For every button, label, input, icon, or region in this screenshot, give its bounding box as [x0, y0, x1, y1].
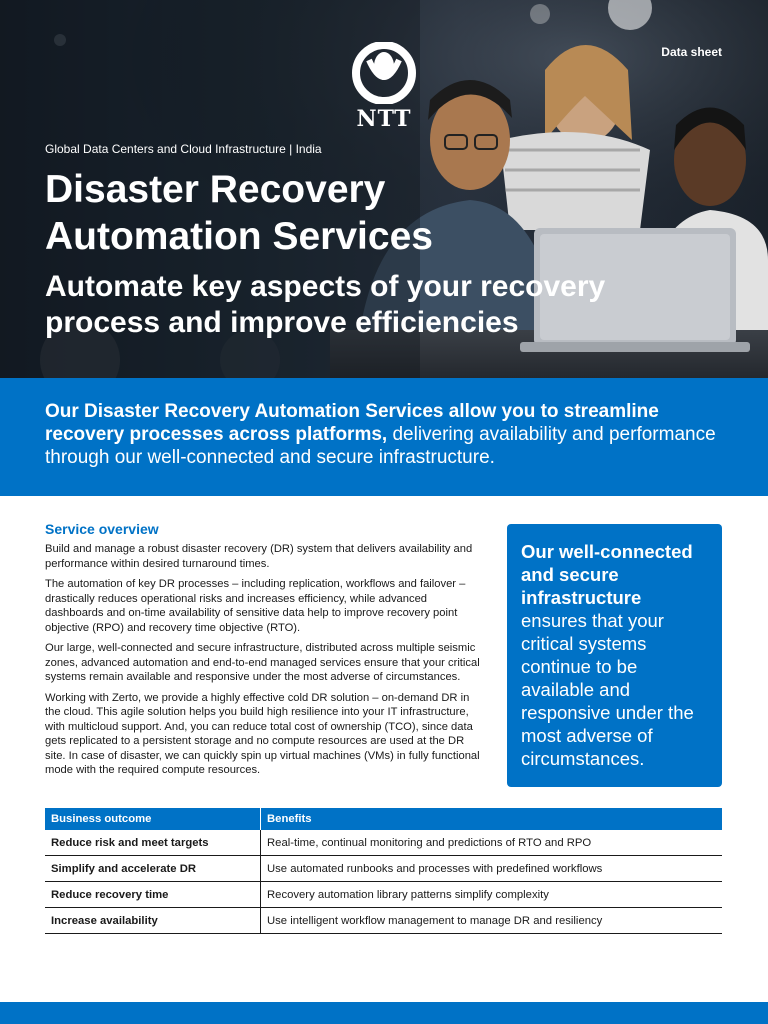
doc-type-label: Data sheet	[661, 45, 722, 59]
benefit-cell: Recovery automation library patterns simplify complexity	[261, 882, 723, 908]
infrastructure-callout	[507, 524, 722, 787]
benefit-cell: Real-time, continual monitoring and predictions of RTO and RPO	[261, 830, 723, 856]
outcome-cell: Reduce risk and meet targets	[45, 830, 261, 856]
callout-bold: Our well-connected and secure infrastructure	[521, 541, 693, 608]
business-outcomes-table	[45, 808, 722, 934]
service-overview-body	[45, 542, 485, 784]
intro-lead-rest: delivering availability and performance through our well-connected and secure infrastructure.	[45, 424, 716, 468]
hero-banner	[0, 0, 768, 378]
table-row	[45, 882, 722, 908]
intro-lead-bold: Our Disaster Recovery Automation Services allow you to streamline recovery processes across platforms,	[45, 401, 659, 445]
table-header-row	[45, 808, 722, 830]
overview-paragraph: The automation of key DR processes – including replication, workflows and failover –drastically reduces operational risks and increases efficiency, while advanced dashboards and on-time availability of sensitive data help to improve recovery point objective (RPO) and recovery time objective (RTO).	[45, 578, 466, 634]
outcome-cell: Simplify and accelerate DR	[45, 856, 261, 882]
table-row	[45, 856, 722, 882]
overview-paragraph: Our large, well-connected and secure infrastructure, distributed across multiple seismic zones, advanced automation and end-to-end managed services ensure that your critical systems remain available and responsive under the most adverse of circumstances.	[45, 642, 480, 683]
benefit-cell: Use automated runbooks and processes with predefined workflows	[261, 856, 723, 882]
header-benefits: Benefits	[261, 808, 723, 830]
callout-rest: ensures that your critical systems continue to be available and responsive under the most adverse of circumstances.	[521, 610, 694, 769]
outcome-cell: Reduce recovery time	[45, 882, 261, 908]
ntt-logo	[349, 42, 419, 132]
header-business-outcome: Business outcome	[45, 808, 261, 830]
intro-band	[0, 378, 768, 496]
intro-lead	[45, 400, 725, 469]
benefit-cell: Use intelligent workflow management to manage DR and resiliency	[261, 908, 723, 934]
brand-name: NTT	[356, 106, 412, 132]
overview-paragraph: Build and manage a robust disaster recovery (DR) system that delivers availability and performance within desired turnaround times.	[45, 543, 473, 570]
eyebrow-text: Global Data Centers and Cloud Infrastructure | India	[45, 142, 322, 156]
page-title: Disaster Recovery Automation Services	[45, 168, 433, 258]
outcome-cell: Increase availability	[45, 908, 261, 934]
ntt-loop-logo-icon	[349, 42, 419, 104]
page-subtitle: Automate key aspects of your recovery process and improve efficiencies	[45, 270, 606, 339]
footer-bar	[0, 1002, 768, 1024]
table-row	[45, 830, 722, 856]
overview-paragraph: Working with Zerto, we provide a highly effective cold DR solution – on-demand DR in the cloud. This agile solution helps you build high resilience into your IT infrastructure, with multicloud support. And, you can reduce total cost of ownership (TCO), since data gets replicated to a persistent storage and no compute resources are used at the DR site. In case of disaster, we can quickly spin up virtual machines (VMs) in fully functional mode with the required compute resources.	[45, 691, 480, 776]
service-overview-heading: Service overview	[45, 521, 159, 537]
table-row	[45, 908, 722, 934]
